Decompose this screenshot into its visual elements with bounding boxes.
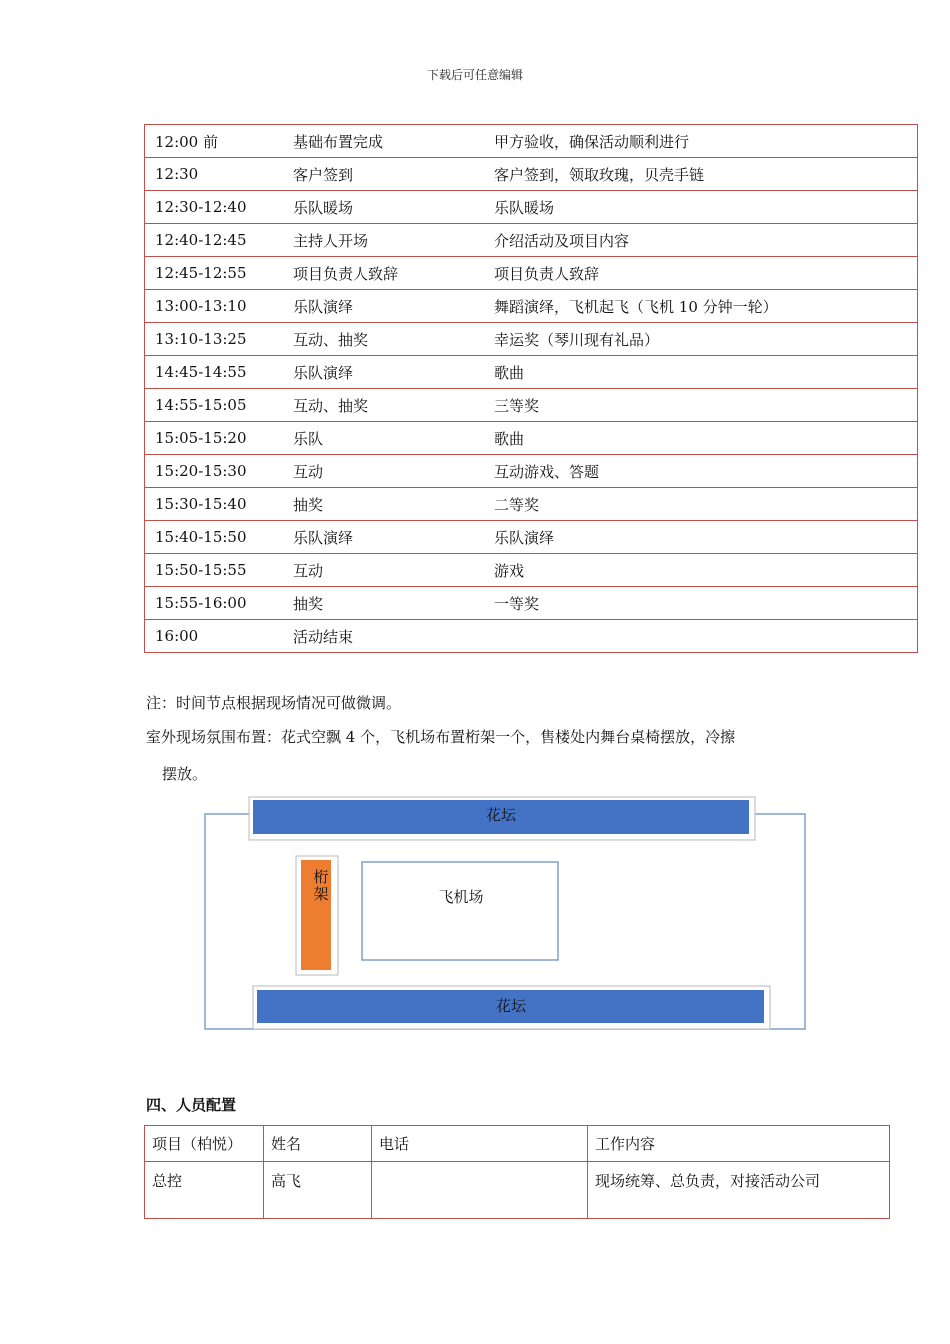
section-title: 四、人员配置 xyxy=(146,1096,237,1114)
schedule-time: 15:50-15:55 xyxy=(145,554,284,587)
schedule-time: 13:10-13:25 xyxy=(145,323,284,356)
schedule-detail: 幸运奖（琴川现有礼品） xyxy=(484,323,918,356)
schedule-time: 14:55-15:05 xyxy=(145,389,284,422)
schedule-time: 12:40-12:45 xyxy=(145,224,284,257)
schedule-item: 乐队演绎 xyxy=(283,290,484,323)
schedule-detail: 客户签到，领取玫瑰，贝壳手链 xyxy=(484,158,918,191)
header-note: 下载后可任意编辑 xyxy=(426,68,523,82)
outdoor-layout-text-line2: 摆放。 xyxy=(162,765,208,783)
schedule-item: 客户签到 xyxy=(283,158,484,191)
schedule-detail: 介绍活动及项目内容 xyxy=(484,224,918,257)
schedule-time: 12:45-12:55 xyxy=(145,257,284,290)
schedule-detail: 歌曲 xyxy=(484,356,918,389)
schedule-item: 乐队 xyxy=(283,422,484,455)
schedule-detail: 互动游戏、答题 xyxy=(484,455,918,488)
schedule-time: 15:55-16:00 xyxy=(145,587,284,620)
schedule-item: 抽奖 xyxy=(283,488,484,521)
schedule-item: 活动结束 xyxy=(283,620,484,653)
schedule-detail: 乐队暖场 xyxy=(484,191,918,224)
schedule-time: 15:30-15:40 xyxy=(145,488,284,521)
schedule-item: 主持人开场 xyxy=(283,224,484,257)
schedule-item: 互动 xyxy=(283,554,484,587)
truss-label-1: 桁 xyxy=(313,868,329,886)
schedule-time: 12:30 xyxy=(145,158,284,191)
airport-label: 飞机场 xyxy=(438,888,484,906)
schedule-item: 抽奖 xyxy=(283,587,484,620)
schedule-note: 注：时间节点根据现场情况可做微调。 xyxy=(146,694,402,712)
staff-header-row xyxy=(145,1126,890,1162)
staff-header-name: 姓名 xyxy=(264,1126,372,1162)
schedule-time: 12:30-12:40 xyxy=(145,191,284,224)
schedule-item: 基础布置完成 xyxy=(283,125,484,158)
schedule-detail: 一等奖 xyxy=(484,587,918,620)
staff-cell-duty: 现场统筹、总负责，对接活动公司 xyxy=(588,1162,890,1219)
schedule-item: 乐队演绎 xyxy=(283,356,484,389)
staff-cell-name: 高飞 xyxy=(264,1162,372,1219)
schedule-time: 15:40-15:50 xyxy=(145,521,284,554)
schedule-item: 互动 xyxy=(283,455,484,488)
staff-header-duty: 工作内容 xyxy=(588,1126,890,1162)
schedule-item: 项目负责人致辞 xyxy=(283,257,484,290)
airport-area xyxy=(362,862,558,960)
schedule-detail: 甲方验收，确保活动顺利进行 xyxy=(484,125,918,158)
schedule-time: 15:20-15:30 xyxy=(145,455,284,488)
schedule-detail: 二等奖 xyxy=(484,488,918,521)
staff-table xyxy=(144,1125,890,1219)
schedule-detail: 舞蹈演绎，飞机起飞（飞机 10 分钟一轮） xyxy=(484,290,918,323)
staff-row xyxy=(145,1162,890,1219)
schedule-item: 乐队暖场 xyxy=(283,191,484,224)
truss-label-2: 架 xyxy=(313,885,329,903)
staff-cell-project: 总控 xyxy=(145,1162,264,1219)
schedule-time: 16:00 xyxy=(145,620,284,653)
schedule-detail: 项目负责人致辞 xyxy=(484,257,918,290)
flowerbed-bottom-label: 花坛 xyxy=(495,997,527,1015)
schedule-time: 14:45-14:55 xyxy=(145,356,284,389)
schedule-detail: 游戏 xyxy=(484,554,918,587)
schedule-detail: 乐队演绎 xyxy=(484,521,918,554)
schedule-time: 15:05-15:20 xyxy=(145,422,284,455)
schedule-detail: 歌曲 xyxy=(484,422,918,455)
schedule-detail: 三等奖 xyxy=(484,389,918,422)
schedule-time: 13:00-13:10 xyxy=(145,290,284,323)
outdoor-layout-text-line1: 室外现场氛围布置：花式空飘 4 个，飞机场布置桁架一个，售楼处内舞台桌椅摆放，冷擦 xyxy=(146,728,736,746)
schedule-item: 乐队演绎 xyxy=(283,521,484,554)
schedule-time: 12:00 前 xyxy=(145,125,284,158)
flowerbed-top-label: 花坛 xyxy=(485,806,517,824)
staff-header-project: 项目（柏悦） xyxy=(145,1126,264,1162)
schedule-item: 互动、抽奖 xyxy=(283,389,484,422)
staff-cell-phone xyxy=(372,1162,588,1219)
staff-header-phone: 电话 xyxy=(372,1126,588,1162)
schedule-item: 互动、抽奖 xyxy=(283,323,484,356)
